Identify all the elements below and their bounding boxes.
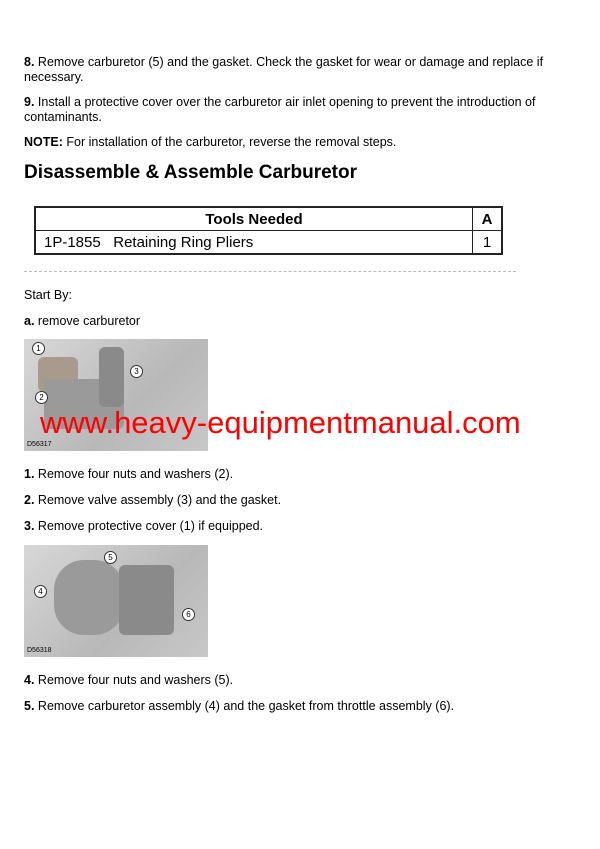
step-2: 2. Remove valve assembly (3) and the gasket. xyxy=(24,493,282,507)
tool-qty: 1 xyxy=(473,231,503,255)
callout-2: 2 xyxy=(35,391,48,404)
step-1: 1. Remove four nuts and washers (2). xyxy=(24,467,234,481)
step-3: 3. Remove protective cover (1) if equipped. xyxy=(24,519,264,533)
callout-5: 5 xyxy=(104,551,117,564)
step-8: 8. Remove carburetor (5) and the gasket. Check the gasket for wear or damage and replace if necessary. xyxy=(24,55,544,84)
callout-6: 6 xyxy=(182,608,195,621)
watermark: www.heavy-equipmentmanual.com xyxy=(40,405,521,440)
part-number: 1P-1855 xyxy=(44,233,101,251)
section-heading: Disassemble & Assemble Carburetor xyxy=(24,162,357,183)
step-4: 4. Remove four nuts and washers (5). xyxy=(24,673,234,687)
step-9: 9. Install a protective cover over the carburetor air inlet opening to prevent the introduction of contaminants. xyxy=(24,95,536,124)
callout-1: 1 xyxy=(32,342,45,355)
callout-3: 3 xyxy=(130,365,143,378)
figure-carburetor-throttle xyxy=(24,545,208,657)
note: NOTE: For installation of the carburetor, reverse the removal steps. xyxy=(24,135,397,149)
table-row xyxy=(35,231,502,255)
divider xyxy=(24,271,516,272)
prereq: a. remove carburetor xyxy=(24,314,141,328)
callout-4: 4 xyxy=(34,585,47,598)
tools-table xyxy=(34,206,503,255)
tool-name: Retaining Ring Pliers xyxy=(113,233,254,251)
figure-id: D56318 xyxy=(27,647,52,654)
col-a-header: A xyxy=(473,207,503,231)
start-by: Start By: xyxy=(24,288,72,302)
step-5: 5. Remove carburetor assembly (4) and the gasket from throttle assembly (6). xyxy=(24,699,455,713)
tools-header: Tools Needed xyxy=(35,207,473,231)
figure-id: D56317 xyxy=(27,441,52,448)
